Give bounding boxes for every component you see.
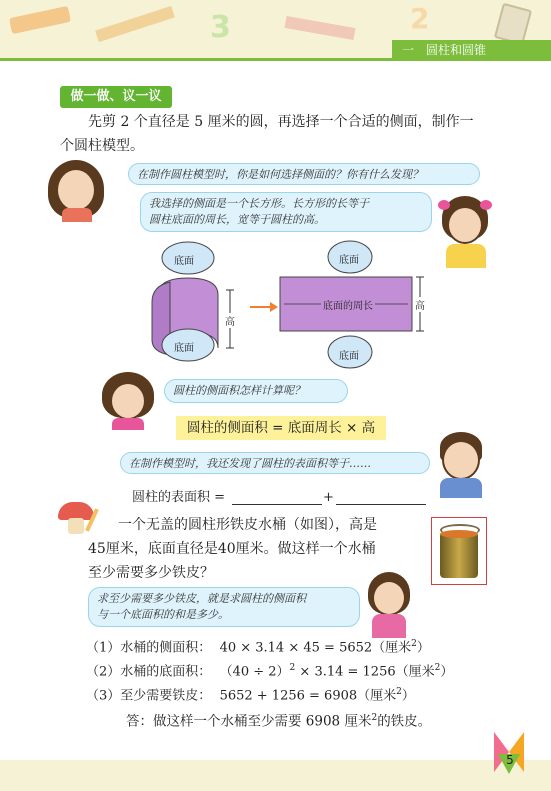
- boy-note: 在制作模型时，我还发现了圆柱的表面积等于……: [129, 457, 371, 470]
- step-2-expr-a: （40 ÷ 2）: [219, 664, 290, 680]
- boy-avatar: [432, 432, 490, 498]
- chapter-title: 圆柱和圆锥: [426, 43, 487, 57]
- step-3-end: ）: [401, 688, 415, 704]
- step-2-number: （2）: [86, 664, 121, 680]
- step-2: [86, 658, 453, 682]
- problem-line-3: 至少需要多少铁皮？: [88, 565, 214, 581]
- cyl-bottom-label: 底面: [174, 343, 194, 354]
- surface-plus: +: [323, 490, 334, 505]
- teacher-avatar: [44, 160, 110, 220]
- step-3: [86, 682, 415, 706]
- section-tag: 做一做、议一议: [60, 86, 172, 108]
- mushroom-icon: [58, 502, 98, 536]
- girl-answer-line-2: 圆柱底面的周长，宽等于圆柱的高。: [149, 213, 325, 226]
- cyl-top-label: 底面: [174, 256, 194, 267]
- page-number: 5: [506, 753, 514, 767]
- step-3-number: （3）: [86, 688, 121, 704]
- surface-blank-1[interactable]: [232, 504, 322, 505]
- girl-answer-line-1: 我选择的侧面是一个长方形。长方形的长等于: [149, 197, 369, 210]
- number-decoration: 3: [210, 10, 231, 45]
- chapter-number: 一: [402, 43, 415, 57]
- step-2-sup-a: 2: [289, 663, 296, 673]
- answer-text: 答：做这样一个水桶至少需要 6908 厘米: [126, 713, 372, 730]
- step-1-sup: 2: [411, 639, 417, 649]
- intro-line-1: 先剪 2 个直径是 5 厘米的圆，再选择一个合适的侧面，制作一: [88, 114, 474, 130]
- girl-2-question-bubble: [164, 379, 348, 403]
- girl-3-hint-line-1: 求至少需要多少铁皮，就是求圆柱的侧面积: [97, 592, 306, 605]
- girl-3-avatar: [364, 572, 414, 638]
- net-top-label: 底面: [339, 255, 359, 266]
- lateral-area-formula: 圆柱的侧面积 = 底面周长 × 高: [176, 416, 386, 440]
- net-perimeter-label: 底面的周长: [321, 297, 375, 312]
- answer-end: 的铁皮。: [377, 713, 432, 730]
- surface-blank-2[interactable]: [336, 504, 426, 505]
- girl-answer-bubble: [140, 192, 432, 232]
- answer-sup: 2: [371, 713, 378, 723]
- step-1-end: ）: [416, 640, 430, 656]
- footer-band: [0, 760, 551, 791]
- cyl-height-label: 高: [225, 313, 235, 328]
- girl-2-avatar: [100, 372, 156, 430]
- step-2-label: 水桶的底面积：: [120, 664, 212, 680]
- girl-2-question: 圆柱的侧面积怎样计算呢？: [173, 384, 305, 397]
- step-1-number: （1）: [86, 640, 121, 656]
- bucket-photo: [431, 517, 487, 585]
- boy-note-bubble: [120, 452, 430, 474]
- surface-area-label: 圆柱的表面积 =: [132, 490, 226, 505]
- step-3-sup: 2: [396, 687, 402, 697]
- header-rule: [0, 58, 551, 61]
- teacher-question: 在制作圆柱模型时，你是如何选择侧面的？你有什么发现？: [137, 168, 423, 181]
- step-1: [86, 634, 430, 658]
- step-1-expr: 40 × 3.14 × 45 = 5652（厘米: [219, 640, 412, 656]
- step-3-label: 至少需要铁皮：: [120, 688, 212, 704]
- answer-line: [126, 708, 431, 732]
- number-decoration: 2: [410, 2, 430, 35]
- chapter-header: [392, 40, 551, 60]
- step-3-expr: 5652 + 1256 = 6908（厘米: [219, 688, 397, 704]
- problem-line-1: 一个无盖的圆柱形铁皮水桶（如图），高是: [118, 517, 377, 533]
- step-1-label: 水桶的侧面积：: [120, 640, 212, 656]
- intro-line-2: 个圆柱模型。: [60, 138, 144, 154]
- girl-3-hint-bubble: [88, 587, 360, 627]
- net-height-label: 高: [415, 297, 425, 312]
- girl-avatar: [436, 196, 494, 268]
- step-2-sup: 2: [434, 663, 441, 673]
- step-2-end: ）: [440, 664, 454, 680]
- step-2-expr-b: × 3.14 = 1256（厘米: [295, 664, 435, 680]
- girl-3-hint-line-2: 与一个底面积的和是多少。: [97, 608, 229, 621]
- teacher-question-bubble: [128, 163, 480, 185]
- net-bottom-label: 底面: [339, 351, 359, 362]
- problem-line-2: 45厘米，底面直径是40厘米。做这样一个水桶: [88, 541, 376, 557]
